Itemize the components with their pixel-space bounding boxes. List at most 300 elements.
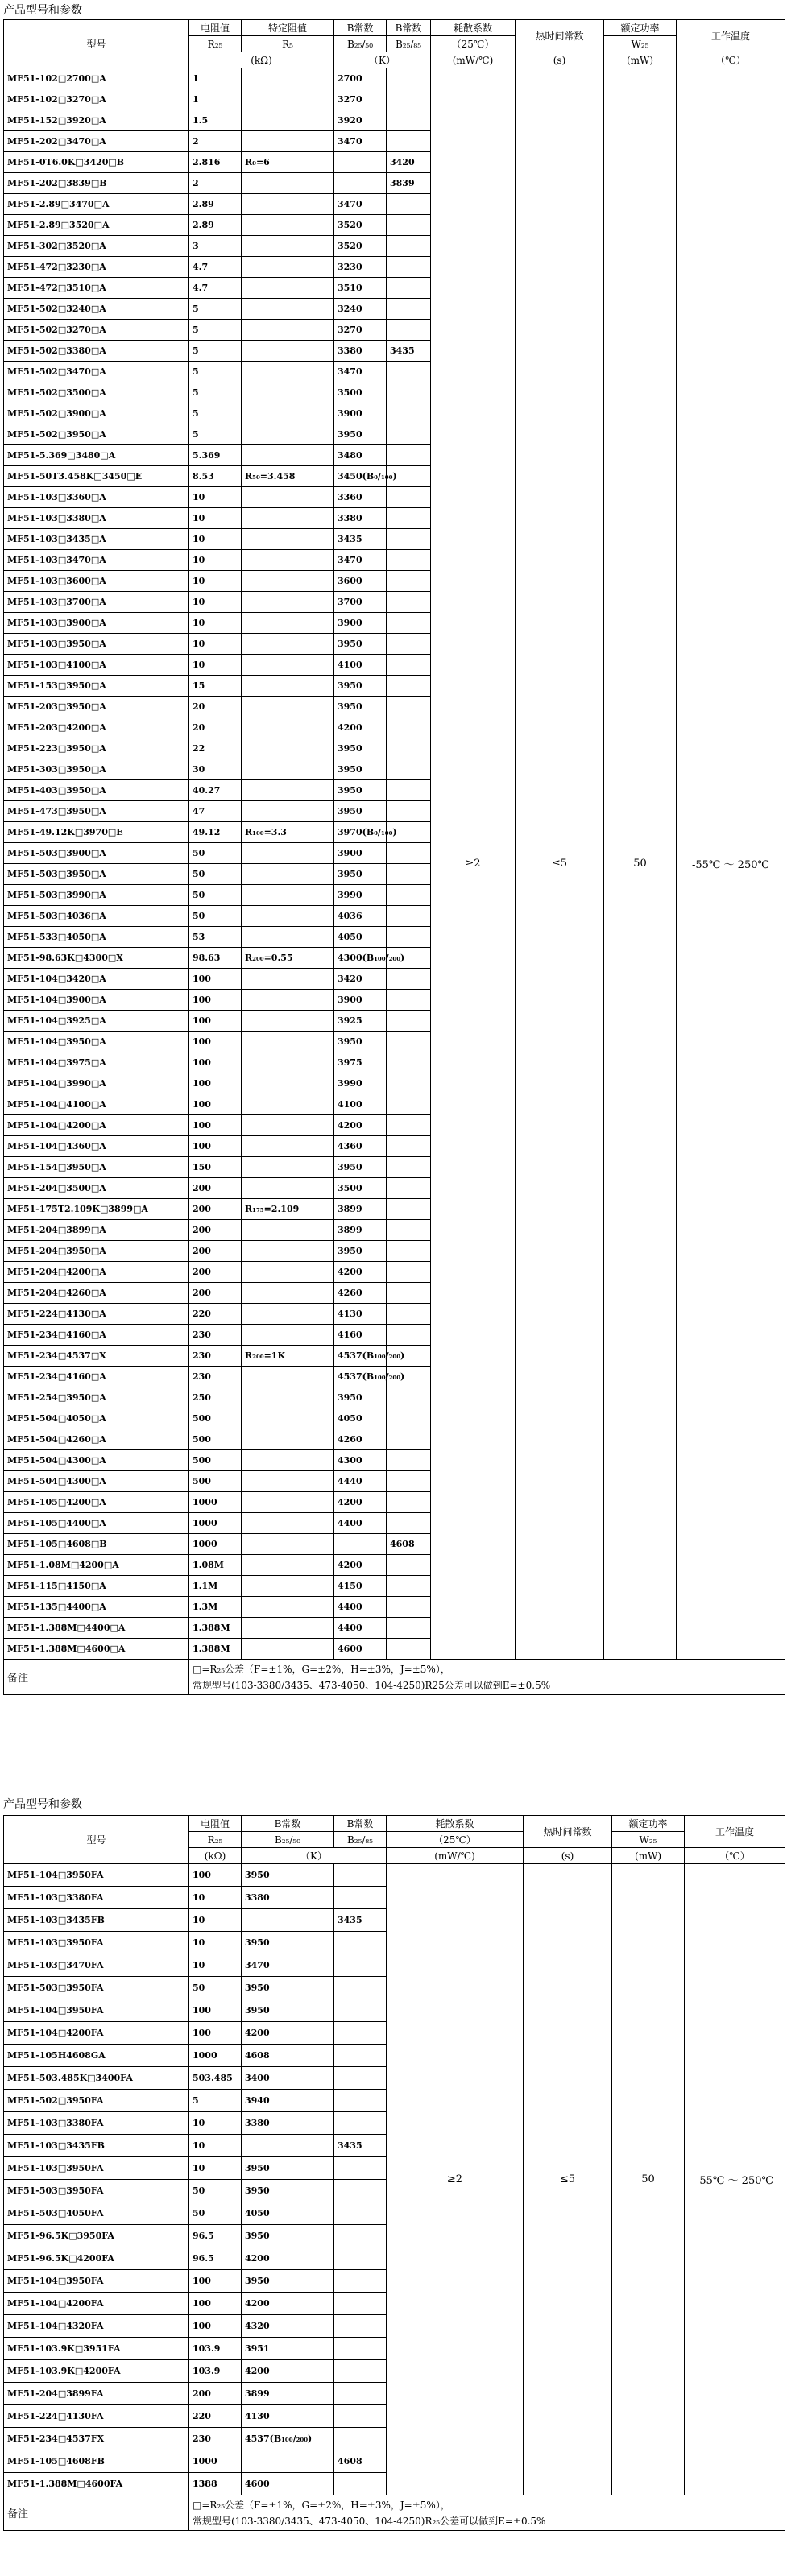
note-row	[4, 1660, 785, 1695]
special-r-cell	[242, 1429, 334, 1450]
b2-cell	[387, 382, 431, 403]
b2-cell	[334, 2428, 387, 2450]
model-cell: MF51-503□3950FA	[4, 1977, 189, 1999]
b1-cell: 4400	[334, 1597, 387, 1618]
b1-cell: 4600	[334, 1639, 387, 1660]
model-cell: MF51-503□4050FA	[4, 2202, 189, 2225]
special-r-cell	[242, 550, 334, 571]
special-r-cell	[242, 1094, 334, 1115]
resistance-cell: 20	[189, 717, 242, 738]
model-cell: MF51-503□3950□A	[4, 864, 189, 885]
model-cell: MF51-103.9K□4200FA	[4, 2360, 189, 2383]
b2-cell	[387, 1178, 431, 1199]
b2-cell	[387, 738, 431, 759]
header-resistance: 电阻值	[189, 20, 242, 36]
special-r-cell	[242, 173, 334, 194]
model-cell: MF51-472□3510□A	[4, 278, 189, 299]
model-cell: MF51-254□3950□A	[4, 1387, 189, 1408]
b2-cell: 3435	[334, 2135, 387, 2157]
model-cell: MF51-104□3950FA	[4, 1864, 189, 1887]
special-r-cell: R₀=6	[242, 152, 334, 173]
model-cell: MF51-115□4150□A	[4, 1576, 189, 1597]
b2-cell	[387, 236, 431, 257]
model-cell: MF51-234□4160□A	[4, 1367, 189, 1387]
resistance-cell: 100	[189, 2270, 242, 2293]
b1-cell: 4200	[242, 2247, 334, 2270]
model-cell: MF51-104□4320FA	[4, 2315, 189, 2338]
b1-cell: 4160	[334, 1325, 387, 1346]
b2-cell	[387, 1262, 431, 1283]
model-cell: MF51-503.485K□3400FA	[4, 2067, 189, 2090]
b1-cell: 4600	[242, 2473, 334, 2495]
table-row	[4, 1864, 785, 1887]
b1-cell: 3380	[334, 341, 387, 362]
b2-cell	[334, 2473, 387, 2495]
special-r-cell	[242, 299, 334, 320]
header-b-constant-2: B常数	[387, 20, 431, 36]
resistance-cell: 100	[189, 1136, 242, 1157]
temperature-value: -55℃ ～ 250℃	[677, 68, 785, 1660]
resistance-cell: 230	[189, 1367, 242, 1387]
b1-cell: 4200	[242, 2293, 334, 2315]
special-r-cell	[242, 68, 334, 89]
resistance-cell: 100	[189, 1052, 242, 1073]
b2-cell	[334, 2293, 387, 2315]
model-cell: MF51-1.388M□4400□A	[4, 1618, 189, 1639]
b1-cell: 3950	[334, 676, 387, 697]
model-cell: MF51-204□3899FA	[4, 2383, 189, 2405]
b1-cell: 4537(B₁₀₀/₂₀₀)	[334, 1367, 387, 1387]
model-cell: MF51-2.89□3520□A	[4, 215, 189, 236]
header-model: 型号	[4, 1816, 189, 1864]
b1-cell: 4400	[334, 1513, 387, 1534]
b1-cell: 4300(B₁₀₀/₂₀₀)	[334, 948, 387, 969]
b2-cell	[387, 990, 431, 1011]
header-dissipation-condition: （25℃）	[431, 36, 516, 52]
resistance-cell: 500	[189, 1408, 242, 1429]
resistance-cell: 10	[189, 508, 242, 529]
b1-cell: 3950	[242, 1977, 334, 1999]
b2-cell	[387, 1513, 431, 1534]
model-cell: MF51-204□4200□A	[4, 1262, 189, 1283]
header-time-constant-unit: (s)	[516, 52, 604, 68]
resistance-cell: 1.388M	[189, 1618, 242, 1639]
b1-cell: 3975	[334, 1052, 387, 1073]
resistance-cell: 2.89	[189, 194, 242, 215]
b2-cell	[387, 299, 431, 320]
resistance-cell: 10	[189, 529, 242, 550]
special-r-cell	[242, 1513, 334, 1534]
b1-cell: 4200	[334, 1555, 387, 1576]
model-cell: MF51-224□4130FA	[4, 2405, 189, 2428]
special-r-cell	[242, 1262, 334, 1283]
resistance-cell: 50	[189, 843, 242, 864]
b2-cell	[334, 2157, 387, 2180]
b1-cell: 4360	[334, 1136, 387, 1157]
b2-cell	[334, 2112, 387, 2135]
b2-cell: 3420	[387, 152, 431, 173]
model-cell: MF51-502□3950FA	[4, 2090, 189, 2112]
b2-cell	[334, 2225, 387, 2247]
special-r-cell	[242, 403, 334, 424]
b1-cell: 4100	[334, 1094, 387, 1115]
special-r-cell	[242, 1220, 334, 1241]
b2-cell	[387, 1073, 431, 1094]
b2-cell	[334, 1887, 387, 1909]
header-b-constant-2: B常数	[334, 1816, 387, 1832]
b1-cell: 3230	[334, 257, 387, 278]
resistance-cell: 10	[189, 634, 242, 655]
resistance-cell: 40.27	[189, 780, 242, 801]
special-r-cell: R₁₇₅=2.109	[242, 1199, 334, 1220]
note-line: 常规型号(103-3380/3435、473-4050、104-4250)R25公差可以做到E=±0.5%	[193, 1679, 551, 1691]
resistance-cell: 220	[189, 2405, 242, 2428]
header-dissipation-condition: （25℃）	[387, 1832, 524, 1848]
special-r-cell	[242, 1178, 334, 1199]
model-cell: MF51-103□3950□A	[4, 634, 189, 655]
resistance-cell: 5	[189, 2090, 242, 2112]
model-cell: MF51-96.5K□4200FA	[4, 2247, 189, 2270]
model-cell: MF51-104□3900□A	[4, 990, 189, 1011]
model-cell: MF51-204□3950□A	[4, 1241, 189, 1262]
resistance-cell: 10	[189, 1954, 242, 1977]
resistance-cell: 3	[189, 236, 242, 257]
b2-cell	[387, 1450, 431, 1471]
b1-cell: 4050	[334, 1408, 387, 1429]
b2-cell	[387, 759, 431, 780]
model-cell: MF51-104□3950FA	[4, 1999, 189, 2022]
special-r-cell	[242, 843, 334, 864]
model-cell: MF51-224□4130□A	[4, 1304, 189, 1325]
b1-cell: 4608	[242, 2045, 334, 2067]
resistance-cell: 1000	[189, 1534, 242, 1555]
resistance-cell: 10	[189, 2112, 242, 2135]
b1-cell: 3950	[242, 2180, 334, 2202]
header-b1-symbol: B₂₅/₅₀	[242, 1832, 334, 1848]
model-cell: MF51-234□4537□X	[4, 1346, 189, 1367]
b1-cell: 3950	[334, 697, 387, 717]
resistance-cell: 2	[189, 131, 242, 152]
b1-cell: 3600	[334, 571, 387, 592]
special-r-cell	[242, 1283, 334, 1304]
resistance-cell: 96.5	[189, 2225, 242, 2247]
special-r-cell: R₂₀₀=1K	[242, 1346, 334, 1367]
resistance-cell: 200	[189, 1220, 242, 1241]
b1-cell	[242, 1909, 334, 1932]
resistance-cell: 1.08M	[189, 1555, 242, 1576]
b2-cell	[387, 1555, 431, 1576]
b1-cell	[334, 152, 387, 173]
header-b-unit: （K）	[242, 1848, 387, 1864]
resistance-cell: 5	[189, 299, 242, 320]
model-cell: MF51-502□3470□A	[4, 362, 189, 382]
resistance-cell: 103.9	[189, 2360, 242, 2383]
b1-cell: 3950	[334, 738, 387, 759]
resistance-cell: 10	[189, 550, 242, 571]
resistance-cell: 10	[189, 571, 242, 592]
b1-cell: 3990	[334, 885, 387, 906]
special-r-cell	[242, 1157, 334, 1178]
model-cell: MF51-103□3435□A	[4, 529, 189, 550]
resistance-cell: 2.816	[189, 152, 242, 173]
b2-cell	[334, 2315, 387, 2338]
header-power: 额定功率	[604, 20, 677, 36]
resistance-cell: 103.9	[189, 2338, 242, 2360]
resistance-cell: 100	[189, 969, 242, 990]
header-resistance: 电阻值	[189, 1816, 242, 1832]
special-r-cell	[242, 215, 334, 236]
b1-cell: 4200	[334, 1262, 387, 1283]
resistance-cell: 53	[189, 927, 242, 948]
b1-cell: 3400	[242, 2067, 334, 2090]
b1-cell: 3920	[334, 110, 387, 131]
b1-cell: 4200	[334, 1492, 387, 1513]
header-special-r: 特定阻值	[242, 20, 334, 36]
b1-cell: 3899	[334, 1199, 387, 1220]
model-cell: MF51-234□4537FX	[4, 2428, 189, 2450]
header-b1-symbol: B₂₅/₅₀	[334, 36, 387, 52]
header-power: 额定功率	[612, 1816, 685, 1832]
model-cell: MF51-504□4300□A	[4, 1471, 189, 1492]
model-cell: MF51-502□3950□A	[4, 424, 189, 445]
spec-table-2	[3, 1815, 785, 2531]
b1-cell: 3380	[334, 508, 387, 529]
resistance-cell: 500	[189, 1429, 242, 1450]
b2-cell	[387, 1387, 431, 1408]
b2-cell	[387, 320, 431, 341]
special-r-cell	[242, 634, 334, 655]
model-cell: MF51-105H4608GA	[4, 2045, 189, 2067]
b1-cell: 3380	[242, 2112, 334, 2135]
header-special-r-symbol: R₅	[242, 36, 334, 52]
b2-cell	[387, 1304, 431, 1325]
header-resistance-symbol: R₂₅	[189, 1832, 242, 1848]
b2-cell	[334, 1999, 387, 2022]
model-cell: MF51-223□3950□A	[4, 738, 189, 759]
resistance-cell: 500	[189, 1450, 242, 1471]
b2-cell	[387, 68, 431, 89]
model-cell: MF51-102□3270□A	[4, 89, 189, 110]
model-cell: MF51-502□3270□A	[4, 320, 189, 341]
resistance-cell: 5	[189, 403, 242, 424]
header-power-unit: (mW)	[612, 1848, 685, 1864]
model-cell: MF51-103□3950FA	[4, 2157, 189, 2180]
b1-cell: 3950	[242, 2157, 334, 2180]
b2-cell	[387, 194, 431, 215]
model-cell: MF51-103□3435FB	[4, 2135, 189, 2157]
note-row	[4, 2495, 785, 2531]
resistance-cell: 100	[189, 2315, 242, 2338]
model-cell: MF51-504□4300□A	[4, 1450, 189, 1471]
model-cell: MF51-202□3839□B	[4, 173, 189, 194]
resistance-cell: 30	[189, 759, 242, 780]
special-r-cell	[242, 487, 334, 508]
special-r-cell	[242, 1576, 334, 1597]
model-cell: MF51-103□3900□A	[4, 613, 189, 634]
b1-cell: 4130	[242, 2405, 334, 2428]
special-r-cell	[242, 1597, 334, 1618]
b2-cell	[387, 1639, 431, 1660]
model-cell: MF51-105□4608FB	[4, 2450, 189, 2473]
b2-cell	[387, 278, 431, 299]
special-r-cell	[242, 1241, 334, 1262]
b2-cell	[387, 362, 431, 382]
special-r-cell	[242, 278, 334, 299]
b2-cell	[387, 215, 431, 236]
b2-cell	[387, 1618, 431, 1639]
resistance-cell: 5	[189, 341, 242, 362]
b1-cell: 3950	[334, 864, 387, 885]
note-text	[189, 1660, 785, 1695]
b1-cell: 3925	[334, 1011, 387, 1032]
power-value: 50	[612, 1864, 685, 2495]
resistance-cell: 5.369	[189, 445, 242, 466]
b2-cell	[334, 2202, 387, 2225]
model-cell: MF51-204□4260□A	[4, 1283, 189, 1304]
special-r-cell	[242, 927, 334, 948]
b2-cell	[387, 592, 431, 613]
model-cell: MF51-503□3950FA	[4, 2180, 189, 2202]
b2-cell: 3435	[387, 341, 431, 362]
special-r-cell	[242, 236, 334, 257]
special-r-cell	[242, 780, 334, 801]
b2-cell	[334, 1864, 387, 1887]
special-r-cell	[242, 1367, 334, 1387]
b2-cell	[387, 843, 431, 864]
special-r-cell	[242, 759, 334, 780]
b2-cell: 4608	[387, 1534, 431, 1555]
note-line: □=R₂₅公差（F=±1%，G=±2%，H=±3%，J=±5%），	[193, 2499, 450, 2511]
resistance-cell: 100	[189, 2022, 242, 2045]
header-temperature-unit: （℃）	[677, 52, 785, 68]
header-b-unit: （K）	[334, 52, 431, 68]
b1-cell: 3270	[334, 89, 387, 110]
resistance-cell: 100	[189, 1115, 242, 1136]
resistance-cell: 503.485	[189, 2067, 242, 2090]
header-resistance-symbol: R₂₅	[189, 36, 242, 52]
resistance-cell: 100	[189, 1094, 242, 1115]
time-constant-value: ≤5	[524, 1864, 612, 2495]
model-cell: MF51-503□4036□A	[4, 906, 189, 927]
header-temperature: 工作温度	[685, 1816, 785, 1848]
header-resistance-unit: (kΩ)	[189, 1848, 242, 1864]
model-cell: MF51-5.369□3480□A	[4, 445, 189, 466]
b1-cell: 4200	[242, 2360, 334, 2383]
model-cell: MF51-502□3900□A	[4, 403, 189, 424]
b1-cell: 3950	[334, 1241, 387, 1262]
special-r-cell	[242, 320, 334, 341]
b2-cell	[387, 1325, 431, 1346]
resistance-cell: 220	[189, 1304, 242, 1325]
b2-cell	[387, 1492, 431, 1513]
b2-cell	[387, 969, 431, 990]
resistance-cell: 100	[189, 1864, 242, 1887]
model-cell: MF51-105□4608□B	[4, 1534, 189, 1555]
b1-cell: 3470	[334, 362, 387, 382]
resistance-cell: 4.7	[189, 257, 242, 278]
special-r-cell	[242, 801, 334, 822]
model-cell: MF51-103□4100□A	[4, 655, 189, 676]
resistance-cell: 50	[189, 906, 242, 927]
b2-cell	[387, 550, 431, 571]
special-r-cell	[242, 341, 334, 362]
b2-cell	[387, 424, 431, 445]
resistance-cell: 1.1M	[189, 1576, 242, 1597]
resistance-cell: 100	[189, 2293, 242, 2315]
special-r-cell	[242, 1136, 334, 1157]
special-r-cell	[242, 613, 334, 634]
b2-cell	[387, 655, 431, 676]
resistance-cell: 1000	[189, 1492, 242, 1513]
b1-cell: 3270	[334, 320, 387, 341]
resistance-cell: 22	[189, 738, 242, 759]
resistance-cell: 10	[189, 487, 242, 508]
header-time-constant: 热时间常数	[516, 20, 604, 52]
b1-cell: 3900	[334, 613, 387, 634]
resistance-cell: 200	[189, 1178, 242, 1199]
b2-cell	[387, 927, 431, 948]
b1-cell: 3500	[334, 382, 387, 403]
resistance-cell: 50	[189, 1977, 242, 1999]
resistance-cell: 1	[189, 89, 242, 110]
b1-cell: 4100	[334, 655, 387, 676]
b2-cell	[387, 1136, 431, 1157]
resistance-cell: 230	[189, 1325, 242, 1346]
resistance-cell: 150	[189, 1157, 242, 1178]
special-r-cell	[242, 1032, 334, 1052]
model-cell: MF51-103.9K□3951FA	[4, 2338, 189, 2360]
header-b-constant: B常数	[334, 20, 387, 36]
b1-cell: 4200	[242, 2022, 334, 2045]
b2-cell	[387, 864, 431, 885]
model-cell: MF51-103□3950FA	[4, 1932, 189, 1954]
model-cell: MF51-105□4200□A	[4, 1492, 189, 1513]
model-cell: MF51-103□3470□A	[4, 550, 189, 571]
model-cell: MF51-203□3950□A	[4, 697, 189, 717]
b1-cell: 3360	[334, 487, 387, 508]
resistance-cell: 50	[189, 2180, 242, 2202]
b1-cell: 4260	[334, 1283, 387, 1304]
b1-cell: 3900	[334, 990, 387, 1011]
b2-cell	[387, 529, 431, 550]
resistance-cell: 100	[189, 990, 242, 1011]
b1-cell	[334, 1534, 387, 1555]
b2-cell	[387, 1032, 431, 1052]
header-dissipation: 耗散系数	[431, 20, 516, 36]
b2-cell	[387, 780, 431, 801]
b2-cell	[334, 2247, 387, 2270]
b1-cell: 3480	[334, 445, 387, 466]
model-cell: MF51-104□3950FA	[4, 2270, 189, 2293]
b1-cell: 3380	[242, 1887, 334, 1909]
b1-cell	[334, 173, 387, 194]
resistance-cell: 100	[189, 1999, 242, 2022]
resistance-cell: 10	[189, 2157, 242, 2180]
special-r-cell	[242, 717, 334, 738]
special-r-cell	[242, 1304, 334, 1325]
resistance-cell: 8.53	[189, 466, 242, 487]
special-r-cell	[242, 362, 334, 382]
model-cell: MF51-104□4360□A	[4, 1136, 189, 1157]
model-cell: MF51-1.388M□4600□A	[4, 1639, 189, 1660]
resistance-cell: 1000	[189, 1513, 242, 1534]
special-r-cell	[242, 445, 334, 466]
b2-cell	[387, 1199, 431, 1220]
model-cell: MF51-202□3470□A	[4, 131, 189, 152]
b2-cell: 3435	[334, 1909, 387, 1932]
resistance-cell: 10	[189, 655, 242, 676]
special-r-cell	[242, 382, 334, 403]
